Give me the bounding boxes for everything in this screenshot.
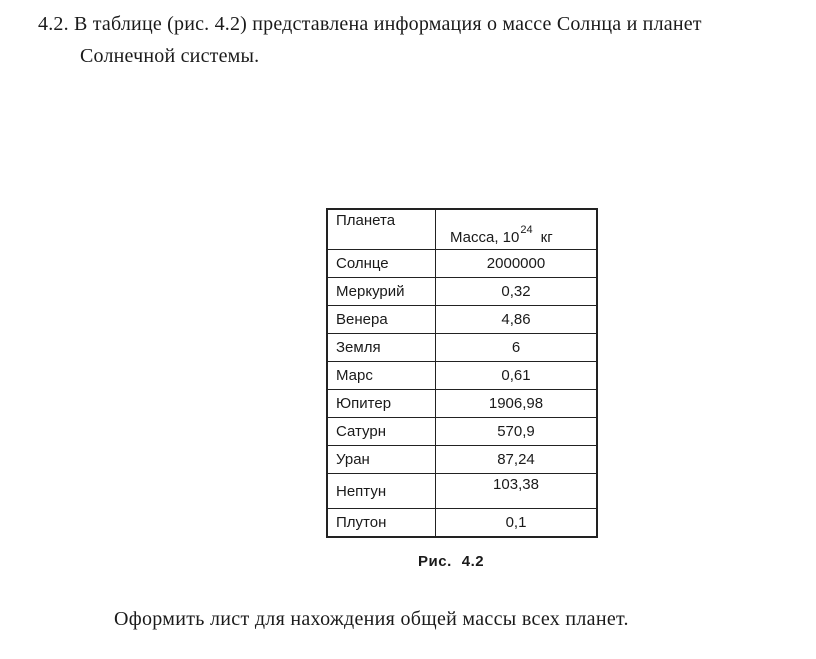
- planet-mass: 570,9: [436, 418, 598, 446]
- header-planet: Планета: [327, 209, 436, 250]
- planet-name: Нептун: [327, 474, 436, 509]
- table-row: [327, 306, 597, 334]
- planet-mass: 1906,98: [436, 390, 598, 418]
- planet-mass: 87,24: [436, 446, 598, 474]
- table-row: [327, 509, 597, 538]
- header-mass-unit: кг: [540, 229, 553, 246]
- table-row: [327, 418, 597, 446]
- caption-label: Рис.: [418, 553, 452, 570]
- header-mass-base: Масса, 10: [450, 229, 520, 246]
- task-line-1: 4.2. В таблице (рис. 4.2) представлена информация о массе Солнца и планет: [38, 13, 702, 35]
- table-row: [327, 250, 597, 278]
- assignment-text: Оформить лист для нахождения общей массы всех планет.: [114, 608, 629, 630]
- table-header-row: [327, 209, 597, 250]
- header-mass: [436, 209, 598, 250]
- planet-name: Плутон: [327, 509, 436, 538]
- table-row: [327, 474, 597, 509]
- planet-name: Солнце: [327, 250, 436, 278]
- table-row: [327, 278, 597, 306]
- planet-mass: 103,38: [436, 474, 598, 509]
- planet-name: Венера: [327, 306, 436, 334]
- task-statement: [38, 8, 798, 72]
- planet-name: Сатурн: [327, 418, 436, 446]
- planet-name: Юпитер: [327, 390, 436, 418]
- planet-mass: 2000000: [436, 250, 598, 278]
- planet-name: Марс: [327, 362, 436, 390]
- planet-name: Земля: [327, 334, 436, 362]
- table-row: [327, 390, 597, 418]
- task-line-2: Солнечной системы.: [80, 45, 260, 67]
- planet-mass-table: [326, 208, 598, 538]
- table-row: [327, 334, 597, 362]
- planet-name: Меркурий: [327, 278, 436, 306]
- planet-name: Уран: [327, 446, 436, 474]
- planet-mass: 6: [436, 334, 598, 362]
- planet-mass: 0,1: [436, 509, 598, 538]
- planet-mass: 0,61: [436, 362, 598, 390]
- planet-mass: 0,32: [436, 278, 598, 306]
- table-row: [327, 446, 597, 474]
- caption-number: 4.2: [461, 553, 485, 570]
- table-row: [327, 362, 597, 390]
- figure-caption: [418, 553, 484, 570]
- planet-mass-table-container: [326, 208, 598, 538]
- header-mass-exponent: 24: [520, 224, 533, 236]
- planet-mass: 4,86: [436, 306, 598, 334]
